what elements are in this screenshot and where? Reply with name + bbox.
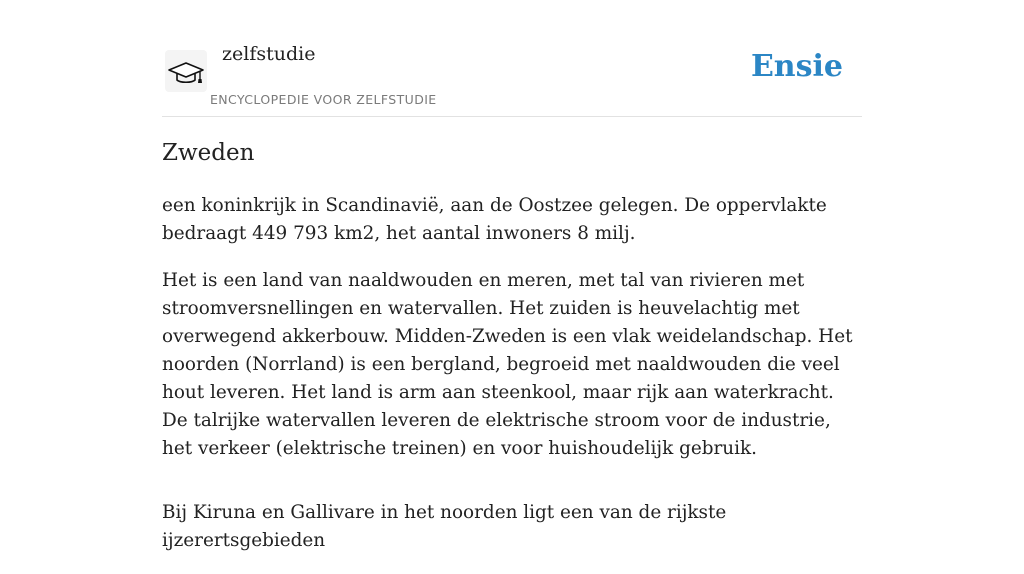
content-column	[162, 0, 862, 551]
article-paragraph: een koninkrijk in Scandinavië, aan de Oostzee gelegen. De oppervlakte bedraagt 449 793 km2, het aantal inwoners 8 milj.	[162, 195, 827, 244]
article-body	[162, 192, 862, 574]
site-header	[162, 0, 862, 117]
graduation-cap-icon[interactable]	[165, 50, 207, 92]
page-title: Zweden	[162, 140, 255, 166]
site-name[interactable]: zelfstudie	[222, 43, 316, 65]
site-tagline: ENCYCLOPEDIE VOOR ZELFSTUDIE	[210, 92, 437, 107]
ensie-logo-link[interactable]: Ensie	[750, 49, 843, 84]
article-paragraph: Bij Kiruna en Gallivare in het noorden ligt een van de rijkste ijzerertsgebieden	[162, 502, 727, 551]
article-paragraph: Het is een land van naaldwouden en meren, met tal van rivieren met stroomversnellingen en watervallen. Het zuiden is heuvelachtig met overwegend akkerbouw. Midden-Zweden is een vlak weidelandschap. Het noorden (Norrland) is een bergland, begroeid met naaldwouden die veel hout leveren. Het land is arm aan steenkool, maar rijk aan waterkracht. De talrijke watervallen leveren de elektrische stroom voor de industrie, het verkeer (elektrische treinen) en voor huishoudelijk gebruik.	[162, 270, 853, 459]
